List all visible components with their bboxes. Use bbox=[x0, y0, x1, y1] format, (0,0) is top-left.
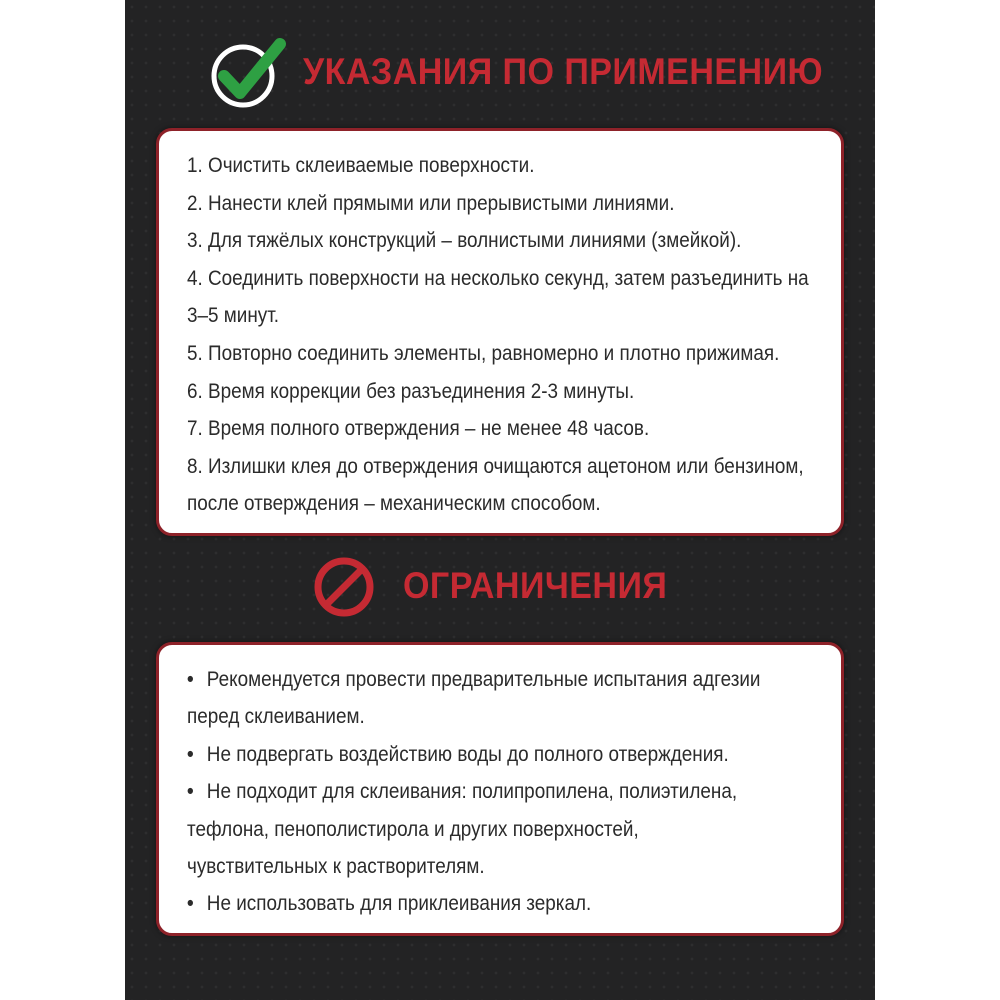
restriction-line: • Не использовать для приклеивания зеркал. bbox=[187, 885, 776, 922]
restriction-line: • Не подвергать воздействию воды до полного отверждения. bbox=[187, 736, 776, 773]
instructions-header bbox=[125, 34, 875, 114]
instructions-title: УКАЗАНИЯ ПО ПРИМЕНЕНИЮ bbox=[303, 51, 824, 92]
restriction-line: тефлона, пенополистирола и других поверхностей, bbox=[187, 817, 639, 841]
restriction-line: чувствительных к растворителям. bbox=[187, 854, 485, 878]
instructions-card bbox=[156, 128, 844, 536]
bullet-mark: • bbox=[187, 780, 194, 804]
restriction-line: • Не подходит для склеивания: полипропилена, полиэтилена, bbox=[187, 773, 776, 810]
instruction-line: 4. Соединить поверхности на несколько секунд, затем разъединить на bbox=[187, 266, 809, 290]
instruction-line: 5. Повторно соединить элементы, равномерно и плотно прижимая. bbox=[187, 341, 780, 365]
restriction-line: перед склеиванием. bbox=[187, 705, 365, 729]
instruction-line: 7. Время полного отверждения – не менее 48 часов. bbox=[187, 417, 650, 441]
restriction-line: • Рекомендуется провести предварительные испытания адгезии bbox=[187, 661, 776, 698]
bullet-mark: • bbox=[187, 742, 194, 766]
instruction-line: 1. Очистить склеиваемые поверхности. bbox=[187, 154, 535, 177]
restrictions-card bbox=[156, 642, 844, 936]
instruction-line: 2. Нанести клей прямыми или прерывистыми линиями. bbox=[187, 191, 675, 215]
restrictions-header bbox=[125, 548, 875, 628]
bullet-mark: • bbox=[187, 668, 194, 691]
background-panel bbox=[125, 0, 875, 1000]
instruction-line: после отверждения – механическим способом. bbox=[187, 492, 601, 516]
instruction-line: 8. Излишки клея до отверждения очищаются ацетоном или бензином, bbox=[187, 454, 804, 478]
bullet-mark: • bbox=[187, 892, 194, 916]
green-check-icon bbox=[208, 36, 290, 112]
instruction-line: 3. Для тяжёлых конструкций – волнистыми линиями (змейкой). bbox=[187, 229, 742, 253]
instruction-line: 6. Время коррекции без разъединения 2-3 минуты. bbox=[187, 379, 635, 403]
instruction-line: 3–5 минут. bbox=[187, 304, 280, 328]
prohibited-icon bbox=[312, 555, 376, 619]
restrictions-title: ОГРАНИЧЕНИЯ bbox=[403, 565, 668, 606]
